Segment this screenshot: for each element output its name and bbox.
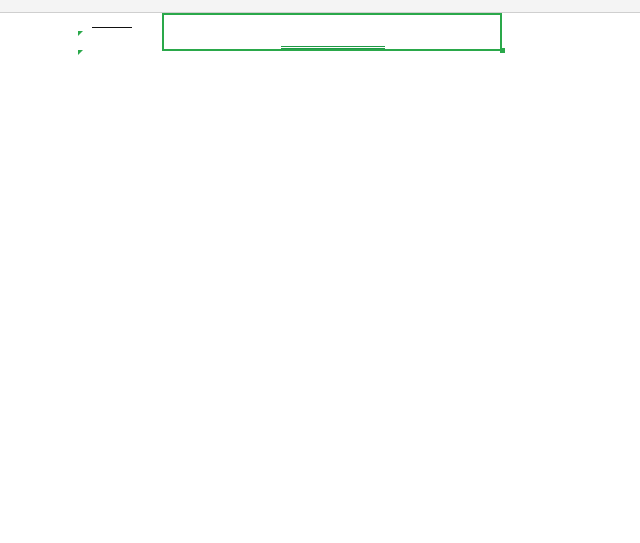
column-header-b[interactable]: [58, 0, 70, 12]
column-header-e[interactable]: [140, 0, 152, 12]
column-header-d[interactable]: [112, 0, 124, 12]
resize-handle[interactable]: [500, 48, 505, 53]
page-number-underline: [92, 27, 132, 28]
column-header-c[interactable]: [83, 0, 95, 12]
column-header-g-to-aq[interactable]: [268, 0, 640, 12]
column-header-f[interactable]: [208, 0, 220, 12]
comment-marker: [78, 31, 83, 36]
column-header-a[interactable]: [30, 0, 42, 12]
title-box[interactable]: [162, 13, 502, 51]
title-underline: [281, 48, 385, 49]
column-header-bar: [0, 0, 640, 13]
comment-marker: [78, 50, 83, 55]
title-underline: [281, 46, 385, 47]
